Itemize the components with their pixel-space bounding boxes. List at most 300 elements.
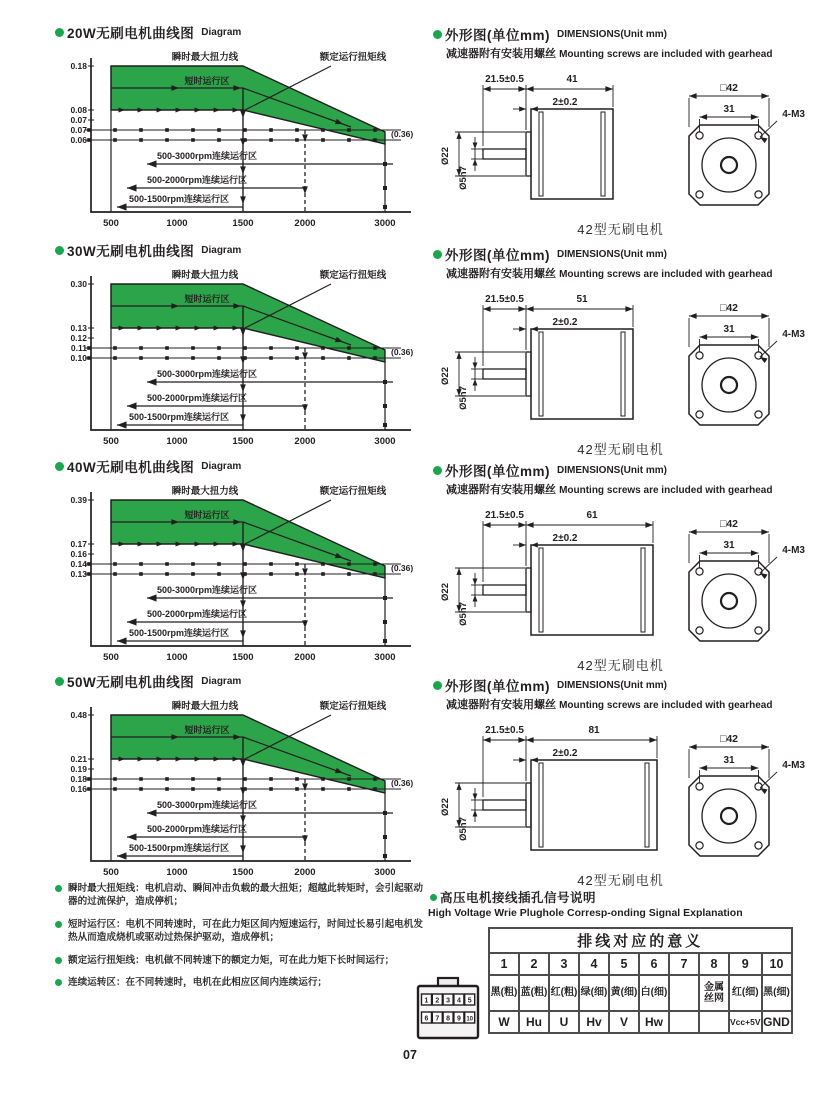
dim-screws: 4-M3	[782, 329, 805, 340]
dim-flange-dia: Ø22	[440, 798, 451, 816]
dim-section-title	[433, 675, 808, 695]
mounting-hole	[696, 132, 703, 139]
dim-caption: 42型无刷电机	[577, 873, 664, 888]
operating-region	[111, 715, 385, 793]
dim-body-length: 41	[566, 74, 578, 85]
x-tick-label: 2000	[294, 867, 316, 878]
operating-region	[111, 500, 385, 578]
dim-subtitle	[446, 481, 808, 497]
arrowhead	[302, 568, 308, 576]
arrowhead	[456, 568, 461, 575]
dim-section-3	[433, 460, 808, 674]
flange-face	[689, 561, 769, 641]
bullet-icon	[55, 979, 62, 986]
dim-section-4	[433, 675, 808, 889]
wire-color-cell-7	[669, 975, 699, 1011]
wiring-section	[416, 888, 820, 1047]
arrowhead	[751, 114, 759, 120]
dim-subtitle-cn: 减速器附有安装用螺丝	[446, 699, 556, 711]
pin-number: 1	[424, 997, 429, 1005]
dim-screws: 4-M3	[782, 545, 805, 556]
mounting-hole	[696, 352, 703, 359]
signal-cell-4: Hv	[579, 1011, 609, 1033]
wiring-title	[430, 888, 820, 906]
notes-section	[55, 882, 430, 999]
x-tick-label: 3000	[374, 867, 396, 878]
y-tick-label: 0.11	[70, 343, 87, 353]
shaft-hole	[721, 808, 737, 824]
arrowhead	[240, 166, 246, 174]
flange-face	[689, 776, 769, 856]
pin-cell-1: 1	[489, 953, 519, 975]
dim-section-title	[433, 244, 808, 264]
dim-body-length: 51	[576, 294, 588, 305]
pin-number: 7	[435, 1015, 440, 1023]
dim-subtitle-cn: 减速器附有安装用螺丝	[446, 48, 556, 60]
arrowhead	[649, 737, 657, 743]
operating-region	[111, 66, 385, 144]
bullet-icon	[55, 462, 64, 471]
page-number: 07	[403, 1048, 417, 1062]
max-torque-label: 瞬时最大扭力线	[171, 701, 239, 712]
body-groove	[539, 763, 543, 847]
arrowhead	[127, 184, 137, 191]
arrowhead	[519, 106, 526, 111]
arrowhead	[700, 765, 708, 771]
y-tick-label: 0.16	[70, 784, 87, 794]
zone-label: 500-1500rpm连续运行区	[128, 843, 230, 853]
rated-line-label: 额定运行扭矩线	[319, 486, 387, 497]
wire-color-cell-9: 红(细)	[729, 975, 762, 1011]
dim-subtitle-cn: 减速器附有安装用螺丝	[446, 484, 556, 496]
pin-cell-10: 10	[762, 953, 792, 975]
chart-title-cn: 40W无刷电机曲线图	[67, 460, 195, 475]
dim-subtitle-en: Mounting screws are included with gearhead	[559, 700, 773, 711]
connector-plug-icon	[416, 975, 482, 1043]
dim-boss: 2±0.2	[552, 97, 578, 108]
y-tick-label: 0.18	[70, 61, 87, 71]
shaft	[483, 585, 526, 595]
torque-curve-chart-40w	[55, 478, 420, 674]
signal-cell-8	[699, 1011, 729, 1033]
body-groove	[539, 112, 543, 196]
arrowhead	[240, 384, 246, 392]
arrowhead	[689, 744, 697, 750]
bullet-icon	[433, 250, 442, 259]
dim-screws: 4-M3	[782, 760, 805, 771]
chart-section-title	[55, 671, 420, 691]
pin-cell-9: 9	[729, 953, 762, 975]
arrowhead	[240, 759, 246, 767]
arrowhead	[751, 334, 759, 340]
dimension-drawing-81	[433, 716, 808, 868]
arrowhead	[117, 637, 127, 644]
bullet-icon	[55, 921, 62, 928]
dim-caption: 42型无刷电机	[577, 442, 664, 457]
arrowhead	[240, 544, 246, 552]
x-tick-label: 500	[103, 652, 119, 663]
y-tick-label: 0.13	[70, 323, 87, 333]
y-tick-label: 0.30	[70, 279, 87, 289]
dim-subtitle-en: Mounting screws are included with gearhead	[559, 485, 773, 496]
body-groove	[601, 112, 605, 196]
pilot-circle	[702, 574, 756, 628]
note-item	[55, 954, 430, 967]
arrowhead	[519, 757, 526, 762]
max-torque-label: 瞬时最大扭力线	[171, 52, 239, 63]
x-tick-label: 1500	[232, 218, 254, 229]
mounting-hole	[696, 783, 703, 790]
x-tick-label: 500	[103, 436, 119, 447]
arrowhead	[127, 618, 137, 625]
pin-number: 6	[424, 1015, 429, 1023]
dim-frame: □42	[719, 733, 739, 745]
x-tick-label: 1000	[166, 652, 188, 663]
x-tick-label: 2000	[294, 652, 316, 663]
zone-label: 500-3000rpm连续运行区	[156, 151, 258, 161]
pin-number: 3	[446, 997, 451, 1005]
y-tick-label: 0.21	[70, 754, 87, 764]
flange-face	[689, 125, 769, 205]
motor-body	[531, 545, 653, 635]
shaft-hole	[721, 377, 737, 393]
rated-line-label: 额定运行扭矩线	[319, 270, 387, 281]
chart-section-30w	[55, 240, 420, 458]
arrowhead	[473, 595, 478, 601]
pin-cell-4: 4	[579, 953, 609, 975]
bullet-icon	[55, 677, 64, 686]
dim-title-cn: 外形图(单位mm)	[445, 464, 550, 479]
operating-region	[111, 284, 385, 362]
pin-number: 2	[435, 997, 440, 1005]
pin-cell-6: 6	[639, 953, 669, 975]
arrowhead	[761, 93, 769, 99]
x-tick-label: 500	[103, 218, 119, 229]
chart-section-title	[55, 240, 420, 260]
y-tick-label: 0.08	[70, 105, 87, 115]
dim-subtitle-en: Mounting screws are included with gearhead	[559, 49, 773, 60]
dimension-drawing-41	[433, 65, 808, 217]
arrowhead	[117, 852, 127, 859]
dim-shaft-length: 21.5±0.5	[485, 74, 524, 85]
right-end-label: (0.36)	[391, 347, 414, 357]
dim-shaft-dia: Ø5h7	[458, 166, 469, 190]
y-tick-label: 0.39	[70, 495, 87, 505]
arrowhead	[473, 810, 478, 816]
pilot-circle	[702, 358, 756, 412]
arrowhead	[117, 203, 127, 210]
pilot-circle	[702, 138, 756, 192]
bullet-icon	[430, 894, 437, 901]
zone-label: 500-3000rpm连续运行区	[156, 369, 258, 379]
arrowhead	[240, 572, 246, 580]
dim-section-1	[433, 24, 808, 238]
dim-section-2	[433, 244, 808, 458]
mounting-hole	[755, 627, 762, 634]
signal-cell-7	[669, 1011, 699, 1033]
note-item	[55, 918, 430, 945]
wiring-title-en: High Voltage Wrie Plughole Corresp-onding Signal Explanation	[428, 907, 743, 919]
x-tick-label: 1000	[166, 436, 188, 447]
zone-label: 500-1500rpm连续运行区	[128, 194, 230, 204]
wiring-title-cn: 高压电机接线插孔信号说明	[440, 891, 597, 905]
chart-section-title	[55, 456, 420, 476]
chart-section-title	[55, 22, 420, 42]
y-tick-label: 0.17	[70, 539, 87, 549]
note-text: 额定运行扭矩线：电机做不同转速下的额定力矩，可在此力矩下长时间运行；	[68, 954, 395, 966]
y-tick-label: 0.14	[70, 559, 87, 569]
arrowhead	[240, 196, 246, 204]
dim-frame: □42	[719, 82, 739, 94]
arrowhead	[473, 794, 478, 800]
wire-color-cell-8: 金属丝网	[699, 975, 729, 1011]
wire-color-cell-3: 红(粗)	[549, 975, 579, 1011]
bullet-icon	[55, 246, 64, 255]
dim-section-title	[433, 24, 808, 44]
arrowhead	[761, 313, 769, 319]
short-zone-label: 短时运行区	[184, 510, 230, 520]
arrowhead	[518, 306, 526, 312]
body-groove	[641, 548, 645, 632]
arrowhead	[240, 787, 246, 795]
body-groove	[539, 548, 543, 632]
arrowhead	[526, 86, 534, 92]
arrowhead	[240, 356, 246, 364]
arrowhead	[147, 594, 157, 601]
arrowhead	[240, 110, 246, 118]
arrowhead	[456, 132, 461, 139]
dim-shaft-dia: Ø5h7	[458, 602, 469, 626]
arrowhead	[625, 306, 633, 312]
pin-number: 5	[467, 997, 472, 1005]
flange-face	[689, 345, 769, 425]
arrowhead	[302, 783, 308, 791]
arrowhead	[147, 378, 157, 385]
arrowhead	[473, 379, 478, 385]
arrowhead	[526, 522, 534, 528]
dim-hole-pitch: 31	[723, 755, 735, 766]
pin-number: 8	[446, 1015, 451, 1023]
wiring-table-title: 排线对应的意义	[489, 928, 792, 953]
arrowhead	[700, 334, 708, 340]
arrowhead	[526, 306, 534, 312]
dim-hole-pitch: 31	[723, 104, 735, 115]
y-tick-label: 0.07	[70, 125, 87, 135]
y-tick-label: 0.16	[70, 549, 87, 559]
max-torque-label: 瞬时最大扭力线	[171, 486, 239, 497]
y-tick-label: 0.10	[70, 353, 87, 363]
dim-boss: 2±0.2	[552, 317, 578, 328]
chart-section-50w	[55, 671, 420, 889]
torque-curve-chart-50w	[55, 693, 420, 889]
dim-subtitle	[446, 696, 808, 712]
dim-caption: 42型无刷电机	[577, 222, 664, 237]
dim-subtitle-en: Mounting screws are included with gearhead	[559, 269, 773, 280]
arrowhead	[531, 106, 538, 111]
pin-cell-3: 3	[549, 953, 579, 975]
motor-body	[531, 760, 657, 850]
x-tick-label: 3000	[374, 436, 396, 447]
arrowhead	[147, 809, 157, 816]
y-tick-label: 0.06	[70, 135, 87, 145]
short-zone-label: 短时运行区	[184, 76, 230, 86]
dim-frame: □42	[719, 518, 739, 530]
x-tick-label: 1000	[166, 867, 188, 878]
arrowhead	[605, 86, 613, 92]
y-tick-label: 0.07	[70, 115, 87, 125]
arrowhead	[456, 783, 461, 790]
rated-line-label: 额定运行扭矩线	[319, 52, 387, 63]
dim-title-cn: 外形图(单位mm)	[445, 28, 550, 43]
wire-color-cell-2: 蓝(粗)	[519, 975, 549, 1011]
signal-cell-1: W	[489, 1011, 519, 1033]
right-end-label: (0.36)	[391, 563, 414, 573]
short-zone-label: 短时运行区	[184, 294, 230, 304]
arrowhead	[689, 529, 697, 535]
dim-frame: □42	[719, 302, 739, 314]
dim-screws: 4-M3	[782, 109, 805, 120]
zone-label: 500-2000rpm连续运行区	[146, 175, 248, 185]
pin-cell-7: 7	[669, 953, 699, 975]
mounting-hole	[696, 568, 703, 575]
bullet-icon	[433, 681, 442, 690]
wire-color-cell-1: 黑(粗)	[489, 975, 519, 1011]
pin-number: 10	[466, 1016, 474, 1023]
x-tick-label: 2000	[294, 436, 316, 447]
arrowhead	[526, 737, 534, 743]
dim-hole-pitch: 31	[723, 540, 735, 551]
note-text: 短时运行区：电机不同转速时，可在此力矩区间内短速运行，时间过长易引起电机发热从而造成烧机或驱动过热保护驱动，造成停机；	[68, 918, 423, 944]
arrowhead	[302, 134, 308, 142]
arrowhead	[518, 522, 526, 528]
dim-flange-dia: Ø22	[440, 583, 451, 601]
signal-cell-2: Hu	[519, 1011, 549, 1033]
shaft-hole	[721, 157, 737, 173]
chart-title-cn: 20W无刷电机曲线图	[67, 26, 195, 41]
dim-shaft-length: 21.5±0.5	[485, 725, 524, 736]
pilot-circle	[702, 789, 756, 843]
body-groove	[621, 332, 625, 416]
zone-label: 500-2000rpm连续运行区	[146, 609, 248, 619]
rated-line-label: 额定运行扭矩线	[319, 701, 387, 712]
arrowhead	[689, 93, 697, 99]
pin-cell-8: 8	[699, 953, 729, 975]
x-tick-label: 3000	[374, 652, 396, 663]
note-item	[55, 976, 430, 989]
dim-title-cn: 外形图(单位mm)	[445, 248, 550, 263]
dim-title-en: DIMENSIONS(Unit mm)	[557, 248, 667, 260]
dim-body-length: 81	[588, 725, 600, 736]
pin-number: 9	[456, 1015, 461, 1023]
chart-title-en: Diagram	[201, 460, 242, 472]
dim-hole-pitch: 31	[723, 324, 735, 335]
y-tick-label: 0.19	[70, 764, 87, 774]
arrowhead	[761, 529, 769, 535]
mounting-hole	[696, 842, 703, 849]
shaft-hole	[721, 593, 737, 609]
bullet-icon	[433, 30, 442, 39]
bullet-icon	[55, 885, 62, 892]
note-text: 连续运转区：在不同转速时，电机在此相应区间内连续运行；	[68, 977, 328, 989]
arrowhead	[483, 737, 491, 743]
dim-title-en: DIMENSIONS(Unit mm)	[557, 28, 667, 40]
wire-color-cell-5: 黄(细)	[609, 975, 639, 1011]
bullet-icon	[55, 957, 62, 964]
shaft	[483, 369, 526, 379]
arrowhead	[240, 845, 246, 853]
wiring-body	[416, 927, 820, 1047]
dim-title-en: DIMENSIONS(Unit mm)	[557, 464, 667, 476]
dim-caption: 42型无刷电机	[577, 658, 664, 673]
dim-title-en: DIMENSIONS(Unit mm)	[557, 679, 667, 691]
arrowhead	[473, 143, 478, 149]
dim-shaft-dia: Ø5h7	[458, 386, 469, 410]
dim-section-title	[433, 460, 808, 480]
arrowhead	[483, 306, 491, 312]
max-torque-label: 瞬时最大扭力线	[171, 270, 239, 281]
dim-subtitle	[446, 265, 808, 281]
shaft	[483, 149, 526, 159]
arrowhead	[147, 160, 157, 167]
arrowhead	[240, 414, 246, 422]
mounting-hole	[696, 627, 703, 634]
bullet-icon	[433, 466, 442, 475]
arrowhead	[456, 352, 461, 359]
x-tick-label: 3000	[374, 218, 396, 229]
arrowhead	[473, 579, 478, 585]
y-tick-label: 0.18	[70, 774, 87, 784]
wire-color-cell-4: 绿(细)	[579, 975, 609, 1011]
short-zone-label: 短时运行区	[184, 725, 230, 735]
note-text: 瞬时最大扭矩线：电机启动、瞬间冲击负载的最大扭矩；超越此转矩时，会引起驱动器的过流保护，造成停机；	[68, 883, 423, 908]
shaft	[483, 800, 526, 810]
x-tick-label: 500	[103, 867, 119, 878]
dim-flange-dia: Ø22	[440, 367, 451, 385]
signal-cell-10: GND	[762, 1011, 792, 1033]
chart-title-en: Diagram	[201, 675, 242, 687]
mounting-hole	[755, 842, 762, 849]
dim-body-length: 61	[586, 510, 598, 521]
x-tick-label: 1500	[232, 652, 254, 663]
dim-subtitle-cn: 减速器附有安装用螺丝	[446, 268, 556, 280]
mounting-hole	[696, 411, 703, 418]
zone-label: 500-2000rpm连续运行区	[146, 824, 248, 834]
right-end-label: (0.36)	[391, 778, 414, 788]
arrowhead	[473, 159, 478, 165]
arrowhead	[751, 765, 759, 771]
signal-cell-6: Hw	[639, 1011, 669, 1033]
pin-number: 4	[456, 997, 461, 1005]
arrowhead	[240, 630, 246, 638]
arrowhead	[531, 542, 538, 547]
note-item	[55, 882, 430, 909]
motor-body	[531, 329, 633, 419]
arrowhead	[127, 833, 137, 840]
dimension-drawing-61	[433, 501, 808, 653]
y-tick-label: 0.13	[70, 569, 87, 579]
dimension-drawing-51	[433, 285, 808, 437]
arrowhead	[751, 550, 759, 556]
arrowhead	[240, 600, 246, 608]
wiring-table	[488, 927, 793, 1034]
dim-shaft-dia: Ø5h7	[458, 817, 469, 841]
zone-label: 500-2000rpm连续运行区	[146, 393, 248, 403]
signal-cell-3: U	[549, 1011, 579, 1033]
dim-subtitle	[446, 45, 808, 61]
arrowhead	[689, 313, 697, 319]
arrowhead	[700, 550, 708, 556]
x-tick-label: 1500	[232, 436, 254, 447]
